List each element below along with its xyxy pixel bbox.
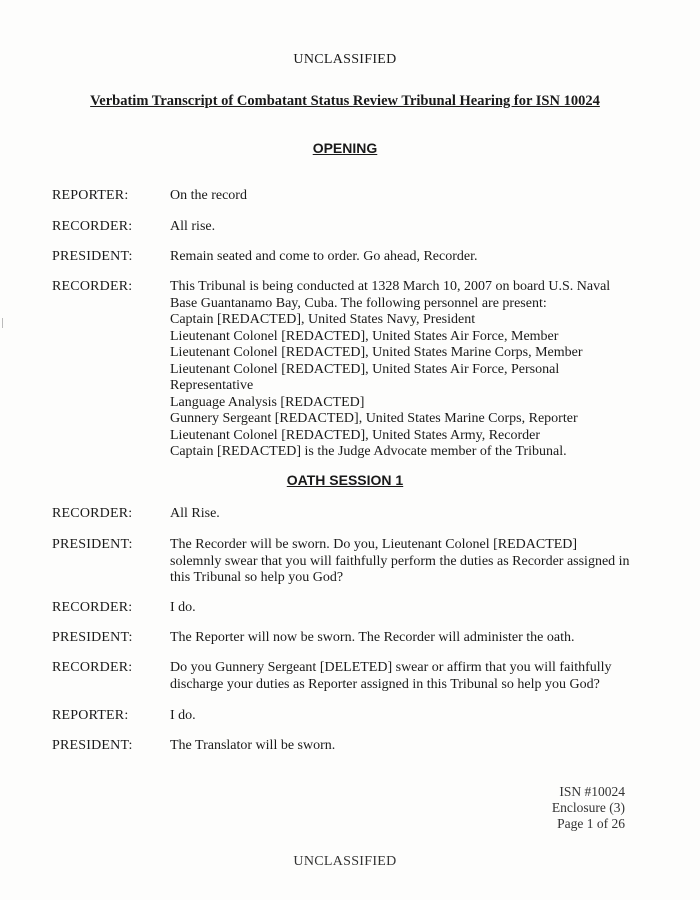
speech-line: discharge your duties as Reporter assigned in this Tribunal so help you God? — [170, 676, 600, 692]
speech-text — [170, 219, 650, 236]
speech-line: Lieutenant Colonel [REDACTED], United States Air Force, Personal — [170, 361, 560, 377]
speech-text — [170, 249, 650, 266]
speech-text — [170, 660, 650, 693]
classification-header: UNCLASSIFIED — [293, 52, 397, 67]
speech-text — [170, 188, 650, 205]
speaker-label: PRESIDENT: — [52, 537, 133, 552]
section-heading-oath-session: OATH SESSION 1 — [286, 472, 404, 488]
speech-text — [170, 600, 650, 617]
document-title: Verbatim Transcript of Combatant Status Review Tribunal Hearing for ISN 10024 — [90, 93, 600, 109]
speech-text — [170, 279, 650, 461]
speech-line: Lieutenant Colonel [REDACTED], United States Air Force, Member — [170, 328, 559, 344]
speech-text — [170, 708, 650, 725]
speech-line: All rise. — [170, 219, 216, 234]
speech-line: I do. — [170, 600, 196, 615]
scan-artifact — [2, 318, 7, 328]
speech-text — [170, 537, 650, 587]
speech-line: Do you Gunnery Sergeant [DELETED] swear or affirm that you will faithfully — [170, 660, 612, 675]
speech-line: solemnly swear that you will faithfully perform the duties as Recorder assigned in — [170, 553, 630, 569]
speaker-label: REPORTER: — [52, 188, 129, 203]
section-heading-opening: OPENING — [312, 140, 378, 156]
speech-line: The Reporter will now be sworn. The Recorder will administer the oath. — [170, 630, 575, 645]
page-number: Page 1 of 26 — [557, 816, 625, 831]
speaker-label: REPORTER: — [52, 708, 129, 723]
speech-line: The Translator will be sworn. — [170, 738, 336, 753]
speech-text — [170, 738, 650, 755]
isn-number: ISN #10024 — [559, 784, 625, 799]
speech-line: This Tribunal is being conducted at 1328 March 10, 2007 on board U.S. Naval — [170, 279, 611, 294]
speaker-label: PRESIDENT: — [52, 630, 133, 645]
speech-line: Base Guantanamo Bay, Cuba. The following personnel are present: — [170, 295, 547, 311]
speech-line: Gunnery Sergeant [REDACTED], United States Marine Corps, Reporter — [170, 411, 578, 426]
speech-line: All Rise. — [170, 506, 220, 521]
classification-footer: UNCLASSIFIED — [293, 854, 397, 869]
speaker-label: RECORDER: — [52, 506, 133, 521]
speech-line: Lieutenant Colonel [REDACTED], United States Marine Corps, Member — [170, 345, 583, 360]
speech-line: Representative — [170, 378, 254, 393]
speech-line: Captain [REDACTED], United States Navy, President — [170, 312, 476, 327]
enclosure-label: Enclosure (3) — [551, 800, 625, 815]
speech-line: Captain [REDACTED] is the Judge Advocate member of the Tribunal. — [170, 444, 567, 459]
speaker-label: RECORDER: — [52, 600, 133, 615]
speech-line: The Recorder will be sworn. Do you, Lieutenant Colonel [REDACTED] — [170, 537, 578, 552]
speech-line: On the record — [170, 188, 247, 203]
speech-line: Lieutenant Colonel [REDACTED], United States Army, Recorder — [170, 427, 541, 443]
speech-line: this Tribunal so help you God? — [170, 570, 344, 585]
speech-line: Language Analysis [REDACTED] — [170, 394, 365, 410]
speaker-label: PRESIDENT: — [52, 249, 133, 264]
speech-line: Remain seated and come to order. Go ahead, Recorder. — [170, 249, 478, 264]
speech-text — [170, 506, 650, 523]
speech-text — [170, 630, 650, 647]
speaker-label: RECORDER: — [52, 660, 133, 675]
speaker-label: RECORDER: — [52, 279, 133, 294]
speaker-label: PRESIDENT: — [52, 738, 133, 753]
speech-line: I do. — [170, 708, 196, 723]
speaker-label: RECORDER: — [52, 219, 133, 234]
